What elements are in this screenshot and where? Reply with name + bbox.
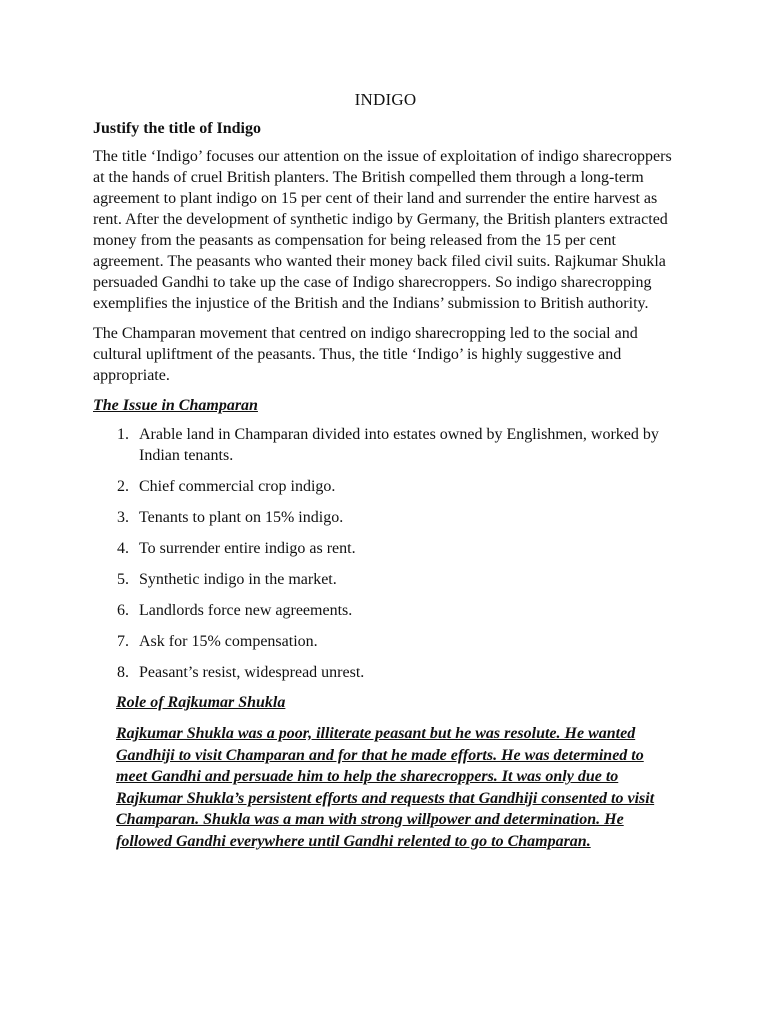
list-item-text: Ask for 15% compensation. — [139, 633, 318, 650]
list-item-text: Landlords force new agreements. — [139, 602, 353, 619]
list-item-number: 2. — [117, 478, 129, 495]
list-item — [93, 424, 678, 466]
role-section-heading: Role of Rajkumar Shukla — [116, 694, 286, 711]
list-item-text: Peasant’s resist, widespread unrest. — [139, 664, 365, 681]
list-item — [93, 538, 678, 559]
list-item-number: 7. — [117, 633, 129, 650]
list-item — [93, 600, 678, 621]
list-item-number: 8. — [117, 664, 129, 681]
document-page — [93, 84, 678, 852]
list-item-text: Synthetic indigo in the market. — [139, 571, 337, 588]
role-section — [116, 693, 678, 852]
list-item-number: 1. — [117, 426, 129, 443]
list-item — [93, 631, 678, 652]
list-item-text: To surrender entire indigo as rent. — [139, 540, 356, 557]
list-item — [93, 569, 678, 590]
answer-paragraph-2: The Champaran movement that centred on indigo sharecropping led to the social and cultural upliftment of the peasants. Thus, the title ‘Indigo’ is highly suggestive and appropriate. — [93, 325, 638, 384]
list-item-text: Arable land in Champaran divided into estates owned by Englishmen, worked by Indian tenants. — [139, 426, 659, 464]
role-section-paragraph: Rajkumar Shukla was a poor, illiterate peasant but he was resolute. He wanted Gandhiji to visit Champaran and for that he made efforts. He was determined to meet Gandhi and persuade him to help the sharecroppers. It was only due to Rajkumar Shukla’s persistent efforts and requests that Gandhiji consented to visit Champaran. Shukla was a man with strong willpower and determination. He followed Gandhi everywhere until Gandhi relented to go to Champaran. — [116, 725, 655, 850]
issue-section-heading: The Issue in Champaran — [93, 397, 258, 414]
list-item — [93, 662, 678, 683]
list-item-text: Chief commercial crop indigo. — [139, 478, 336, 495]
answer-paragraph-1: The title ‘Indigo’ focuses our attention on the issue of exploitation of indigo sharecroppers at the hands of cruel British planters. The British compelled them through a long-term agreement to plant indigo on 15 per cent of their land and surrender the entire harvest as rent. After the development of synthetic indigo by Germany, the British planters extracted money from the peasants as compensation for being released from the 15 per cent agreement. The peasants who wanted their money back filed civil suits. Rajkumar Shukla persuaded Gandhi to take up the case of Indigo sharecroppers. So indigo sharecropping exemplifies the injustice of the British and the Indians’ submission to British authority. — [93, 148, 672, 312]
list-item — [93, 476, 678, 497]
list-item — [93, 507, 678, 528]
issue-list — [93, 424, 678, 683]
question-heading: Justify the title of Indigo — [93, 120, 261, 137]
list-item-number: 6. — [117, 602, 129, 619]
list-item-number: 5. — [117, 571, 129, 588]
list-item-number: 4. — [117, 540, 129, 557]
list-item-number: 3. — [117, 509, 129, 526]
document-title: INDIGO — [354, 90, 417, 109]
list-item-text: Tenants to plant on 15% indigo. — [139, 509, 344, 526]
